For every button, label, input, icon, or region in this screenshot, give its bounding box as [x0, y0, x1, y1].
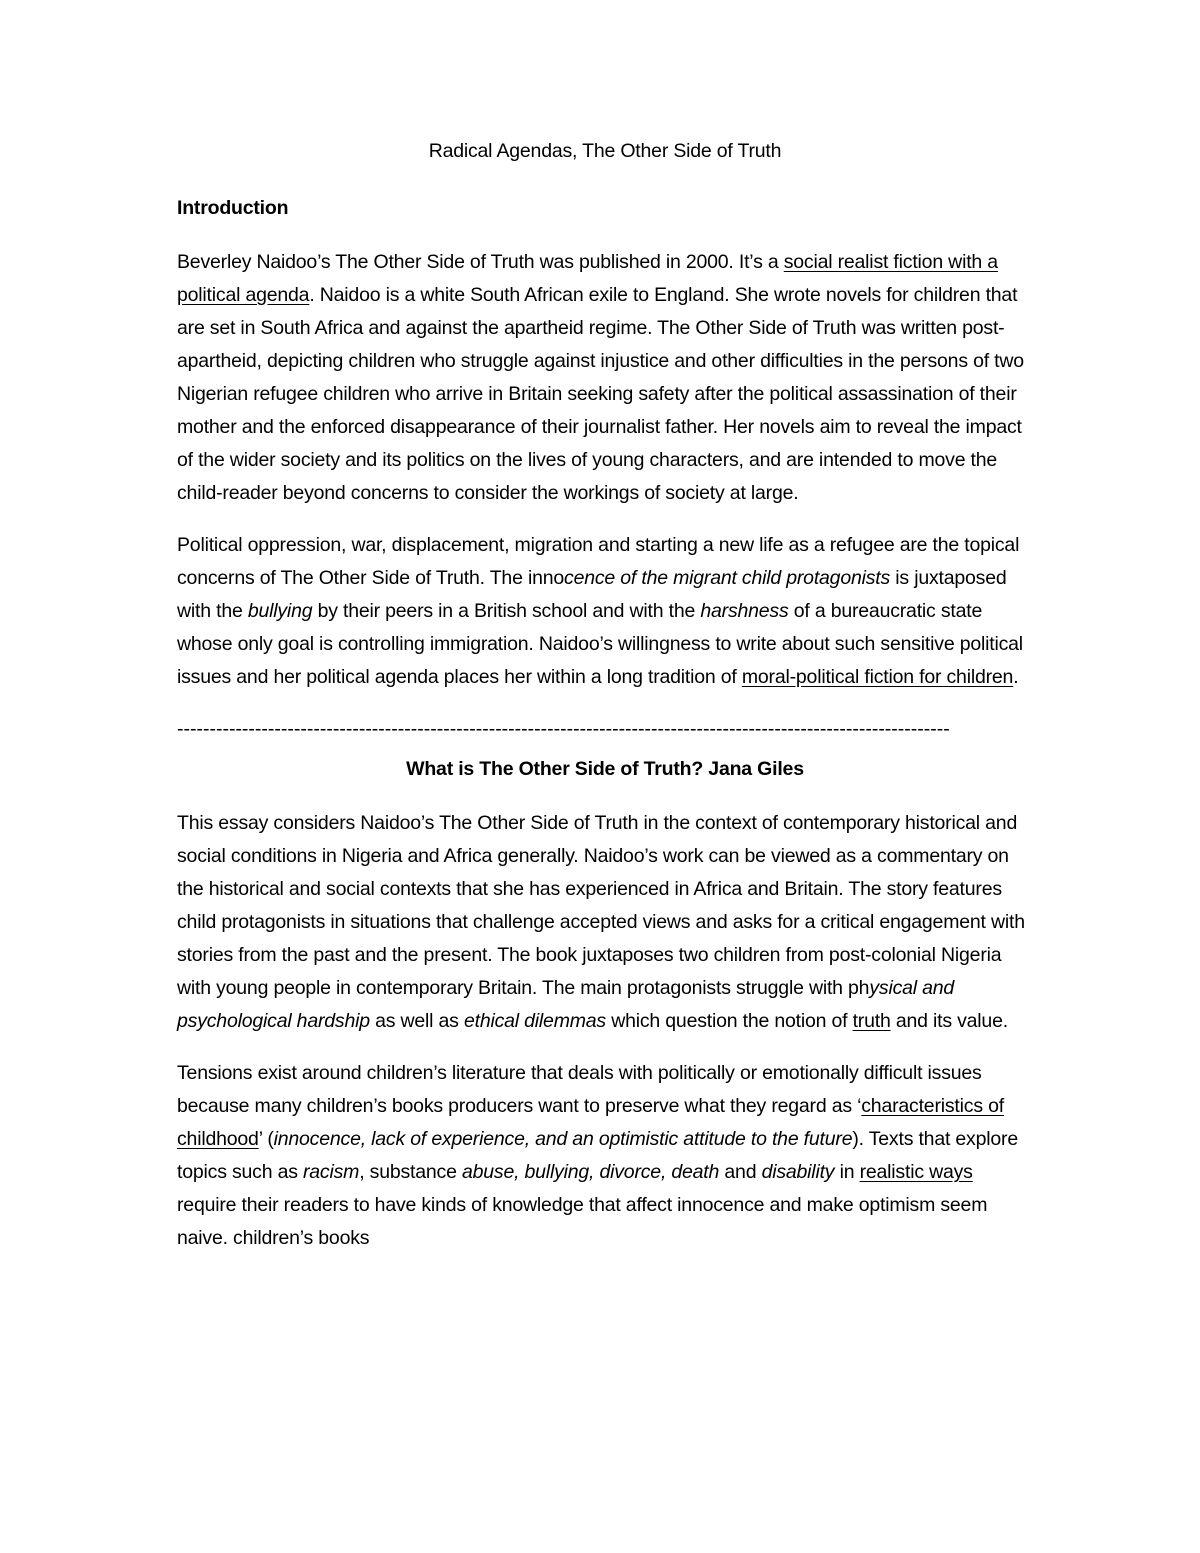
text-run: in — [834, 1161, 860, 1183]
text-run: Political oppression, war, displacement, migration and starting a new life as a refugee are the topical concerns of The Other Side of Truth. The inno — [177, 534, 1020, 589]
italic-phrase: abuse, bullying, divorce, death — [461, 1161, 720, 1183]
text-run: which question the notion of — [605, 1010, 853, 1032]
underlined-phrase: realistic ways — [859, 1161, 973, 1183]
document-body — [177, 132, 1033, 1274]
paragraph-essay-1 — [177, 807, 1033, 1038]
document-title: Radical Agendas, The Other Side of Truth — [428, 140, 782, 162]
text-run: of a bureaucratic state whose only goal is controlling immigration. Naidoo’s willingness to write about such sensitive political issues and her political agenda places her within a long tradition of — [177, 600, 1023, 688]
italic-phrase: harshness — [700, 600, 789, 622]
text-run: , substance — [359, 1161, 462, 1183]
dashed-divider: ----------------------------------------------------------------------------------------------------------------------- — [177, 718, 950, 740]
text-run: ). Texts that explore topics such as — [177, 1128, 1018, 1183]
text-run: and its value. — [890, 1010, 1008, 1032]
text-run: . — [1013, 666, 1019, 688]
text-run: This essay considers Naidoo’s The Other Side of Truth in the context of contemporary historical and social conditions in Nigeria and Africa generally. Naidoo’s work can be viewed as a commentary on the historical and social contexts that she has experienced in Africa and Britain. The story features child protagonists in situations that challenge accepted views and asks for a critical engagement with stories from the past and the present. The book juxtaposes two children from post-colonial Nigeria with young people in contemporary Britain. The main protagonists struggle with ph — [177, 812, 1025, 999]
text-run: Beverley Naidoo’s The Other Side of Truth was published in 2000. It’s a — [177, 251, 784, 273]
text-run: by their peers in a British school and with the — [312, 600, 701, 622]
section-heading-jana-giles: What is The Other Side of Truth? Jana Giles — [406, 758, 804, 780]
italic-phrase: ysical and psychological hardship — [177, 977, 955, 1032]
text-run: is juxtaposed with the — [177, 567, 1007, 622]
italic-phrase: cence of the migrant child protagonists — [564, 567, 891, 589]
italic-phrase: racism — [302, 1161, 360, 1183]
italic-phrase: disability — [761, 1161, 835, 1183]
text-run: require their readers to have kinds of knowledge that affect innocence and make optimism seem naive. children’s books — [177, 1194, 988, 1249]
introduction-heading-text: Introduction — [177, 197, 289, 219]
paragraph-essay-2 — [177, 1057, 1033, 1255]
section-heading-introduction — [177, 189, 1033, 227]
underlined-phrase: moral-political fiction for children — [741, 666, 1014, 688]
underlined-phrase: characteristics of childhood — [177, 1095, 1004, 1150]
underlined-phrase: social realist fiction with a political agenda — [177, 251, 998, 306]
italic-phrase: bullying — [247, 600, 313, 622]
italic-phrase: innocence, lack of experience, and an optimistic attitude to the future — [273, 1128, 853, 1150]
paragraph-intro-2 — [177, 529, 1033, 694]
text-run: as well as — [369, 1010, 464, 1032]
paragraph-intro-1 — [177, 246, 1033, 510]
text-run: ’ ( — [258, 1128, 274, 1150]
underlined-phrase: truth — [852, 1010, 891, 1032]
text-run: Tensions exist around children’s literature that deals with politically or emotionally difficult issues because many children’s books producers want to preserve what they regard as ‘ — [177, 1062, 982, 1117]
italic-phrase: ethical dilemmas — [463, 1010, 606, 1032]
text-run: . Naidoo is a white South African exile to England. She wrote novels for children that are set in South Africa and against the apartheid regime. The Other Side of Truth was written post-apartheid, depicting children who struggle against injustice and other difficulties in the persons of two Nigerian refugee children who arrive in Britain seeking safety after the political assassination of their mother and the enforced disappearance of their journalist father. Her novels aim to reveal the impact of the wider society and its politics on the lives of young characters, and are intended to move the child-reader beyond concerns to consider the workings of society at large. — [177, 284, 1024, 504]
text-run: and — [719, 1161, 762, 1183]
